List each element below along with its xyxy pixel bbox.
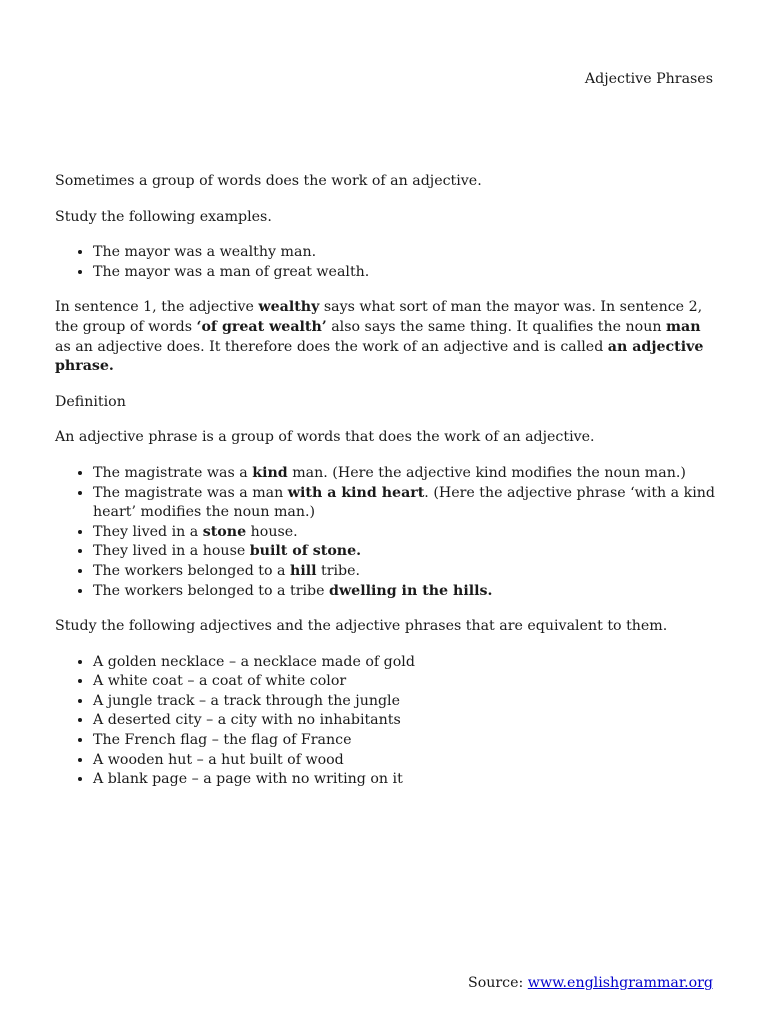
- list-item: • A jungle track – a track through the jungle: [93, 692, 715, 712]
- list-item: • The magistrate was a man with a kind heart. (Here the adjective phrase ‘with a kind heart’ modifies the noun man.): [93, 484, 715, 523]
- definition-paragraph: An adjective phrase is a group of words that does the work of an adjective.: [55, 429, 595, 446]
- list-item: • The French flag – the flag of France: [93, 731, 715, 751]
- study-examples-paragraph: Study the following examples.: [55, 208, 272, 225]
- explanation-paragraph: In sentence 1, the adjective wealthy says what sort of man the mayor was. In sentence 2, the group of words ‘of great wealth’ also says the same thing. It qualifies the noun man as an adjective does. It therefore does the work of an adjective and is called an adjective phrase.: [55, 299, 704, 375]
- examples-list: [55, 243, 715, 282]
- list-item: • The mayor was a man of great wealth.: [93, 263, 715, 283]
- intro-paragraph: Sometimes a group of words does the work of an adjective.: [55, 173, 482, 189]
- list-item: • The mayor was a wealthy man.: [93, 243, 715, 263]
- list-item: • A white coat – a coat of white color: [93, 672, 715, 692]
- list-item: • A deserted city – a city with no inhabitants: [93, 711, 715, 731]
- list-item: • A wooden hut – a hut built of wood: [93, 751, 715, 771]
- equivalents-intro-paragraph: Study the following adjectives and the adjective phrases that are equivalent to them.: [55, 618, 668, 635]
- list-item: • The workers belonged to a hill tribe.: [93, 562, 715, 582]
- list-item: • They lived in a house built of stone.: [93, 542, 715, 562]
- list-item: • A blank page – a page with no writing on it: [93, 770, 715, 790]
- source-link[interactable]: www.englishgrammar.org: [527, 975, 713, 991]
- list-item: • The workers belonged to a tribe dwelling in the hills.: [93, 582, 715, 602]
- list-item: • A golden necklace – a necklace made of gold: [93, 653, 715, 673]
- document-body: [55, 172, 715, 806]
- equivalents-list: [55, 653, 715, 790]
- definition-examples-list: [55, 464, 715, 601]
- definition-heading: Definition: [55, 393, 126, 410]
- source-footer: [468, 974, 713, 993]
- source-label: Source:: [467, 975, 528, 991]
- page-title: Adjective Phrases: [584, 71, 713, 87]
- list-item: • They lived in a stone house.: [93, 523, 715, 543]
- list-item: • The magistrate was a kind man. (Here the adjective kind modifies the noun man.): [93, 464, 715, 484]
